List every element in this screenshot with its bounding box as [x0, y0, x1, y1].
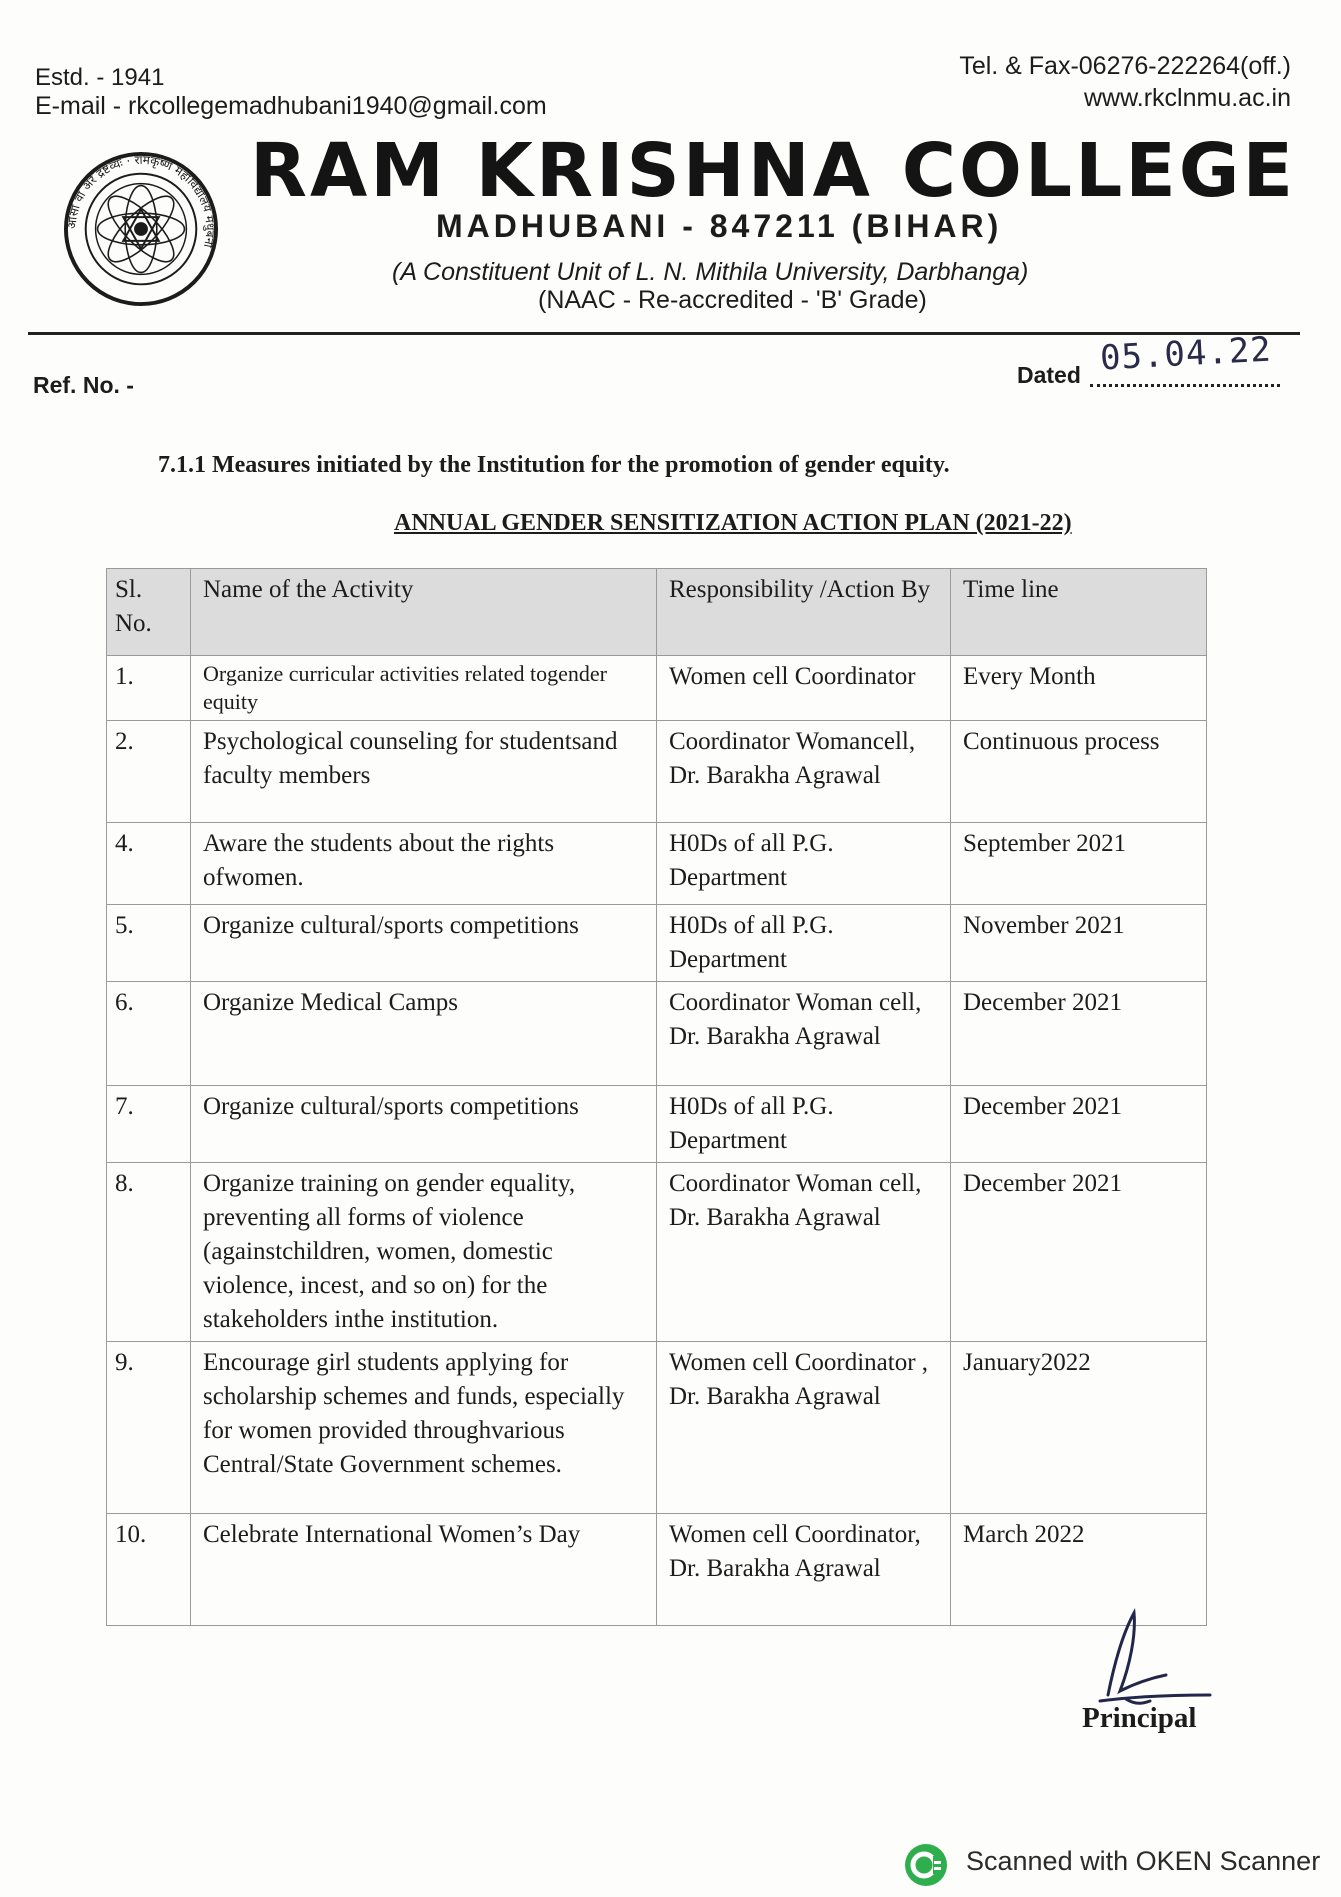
col-header-activity: Name of the Activity — [191, 569, 657, 656]
cell-sl-no: 2. — [107, 721, 191, 823]
cell-timeline: Continuous process — [951, 721, 1207, 823]
col-header-timeline: Time line — [951, 569, 1207, 656]
cell-responsibility: H0Ds of all P.G. Department — [657, 905, 951, 982]
table-row — [107, 721, 1207, 823]
cell-sl-no: 6. — [107, 982, 191, 1086]
cell-activity: Organize training on gender equality, preventing all forms of violence (againstchildren, women, domestic violence, incest, and so on) for the stakeholders inthe institution. — [191, 1163, 657, 1342]
dated-dotted-line — [1090, 384, 1280, 387]
cell-timeline: December 2021 — [951, 1086, 1207, 1163]
cell-sl-no: 8. — [107, 1163, 191, 1342]
section-heading: 7.1.1 Measures initiated by the Institution for the promotion of gender equity. — [158, 452, 950, 478]
oken-scanner-logo-icon — [903, 1842, 949, 1888]
cell-activity: Encourage girl students applying for scholarship schemes and funds, especially for women provided throughvarious Central/State Government schemes. — [191, 1342, 657, 1514]
college-city: MADHUBANI - 847211 (BIHAR) — [436, 208, 1003, 244]
website-text: www.rkclnmu.ac.in — [1084, 84, 1291, 112]
action-plan-table-wrapper — [106, 568, 1206, 1598]
cell-responsibility: Women cell Coordinator, Dr. Barakha Agrawal — [657, 1514, 951, 1626]
col-header-responsibility: Responsibility /Action By — [657, 569, 951, 656]
college-accreditation: (NAAC - Re-accredited - 'B' Grade) — [538, 286, 927, 314]
principal-signature-icon — [1070, 1605, 1220, 1715]
cell-activity: Celebrate International Women’s Day — [191, 1514, 657, 1626]
cell-sl-no: 4. — [107, 823, 191, 905]
scanner-watermark-text: Scanned with OKEN Scanner — [966, 1846, 1321, 1876]
cell-activity: Organize cultural/sports competitions — [191, 1086, 657, 1163]
table-row — [107, 1086, 1207, 1163]
cell-timeline: January2022 — [951, 1342, 1207, 1514]
dated-label: Dated — [1017, 362, 1081, 388]
cell-responsibility: Coordinator Woman cell, Dr. Barakha Agrawal — [657, 982, 951, 1086]
table-row — [107, 982, 1207, 1086]
estd-text: Estd. - 1941 — [35, 64, 165, 91]
cell-activity: Organize cultural/sports competitions — [191, 905, 657, 982]
svg-text:आसा वा अरे द्रष्टव्यः · रामकृष: आसा वा अरे द्रष्टव्यः · रामकृष्ण महाविद्यालय मधुबनी — [64, 152, 218, 249]
cell-responsibility: Women cell Coordinator — [657, 656, 951, 721]
table-row — [107, 1163, 1207, 1342]
cell-sl-no: 7. — [107, 1086, 191, 1163]
cell-responsibility: H0Ds of all P.G. Department — [657, 823, 951, 905]
table-row — [107, 905, 1207, 982]
cell-timeline: November 2021 — [951, 905, 1207, 982]
cell-activity: Aware the students about the rights ofwomen. — [191, 823, 657, 905]
cell-timeline: December 2021 — [951, 1163, 1207, 1342]
email-text: E-mail - rkcollegemadhubani1940@gmail.com — [35, 92, 547, 120]
cell-sl-no: 1. — [107, 656, 191, 721]
table-row — [107, 823, 1207, 905]
cell-responsibility: Women cell Coordinator , Dr. Barakha Agrawal — [657, 1342, 951, 1514]
cell-responsibility: H0Ds of all P.G. Department — [657, 1086, 951, 1163]
cell-sl-no: 5. — [107, 905, 191, 982]
table-row — [107, 1514, 1207, 1626]
cell-timeline: March 2022 — [951, 1514, 1207, 1626]
cell-timeline: Every Month — [951, 656, 1207, 721]
cell-timeline: September 2021 — [951, 823, 1207, 905]
tel-fax-text: Tel. & Fax-06276-222264(off.) — [959, 52, 1291, 80]
cell-activity: Organize curricular activities related togender equity — [191, 656, 657, 721]
cell-sl-no: 10. — [107, 1514, 191, 1626]
college-affiliation: (A Constituent Unit of L. N. Mithila University, Darbhanga) — [392, 258, 1029, 286]
principal-label: Principal — [1082, 1702, 1197, 1734]
table-header-row — [107, 569, 1207, 656]
ref-no-label: Ref. No. - — [33, 372, 134, 398]
col-header-sl-no: Sl. No. — [107, 569, 191, 656]
table-row — [107, 1342, 1207, 1514]
college-name: RAM KRISHNA COLLEGE — [250, 128, 1297, 214]
action-plan-table — [106, 568, 1207, 1626]
dated-value: 05.04.22 — [1099, 329, 1273, 379]
cell-activity: Organize Medical Camps — [191, 982, 657, 1086]
plan-title: ANNUAL GENDER SENSITIZATION ACTION PLAN (2021-22) — [394, 510, 1072, 536]
cell-sl-no: 9. — [107, 1342, 191, 1514]
table-row — [107, 656, 1207, 721]
header-divider — [28, 332, 1300, 335]
college-seal-icon — [62, 150, 220, 308]
cell-timeline: December 2021 — [951, 982, 1207, 1086]
cell-activity: Psychological counseling for studentsand faculty members — [191, 721, 657, 823]
cell-responsibility: Coordinator Woman cell, Dr. Barakha Agrawal — [657, 1163, 951, 1342]
cell-responsibility: Coordinator Womancell, Dr. Barakha Agrawal — [657, 721, 951, 823]
